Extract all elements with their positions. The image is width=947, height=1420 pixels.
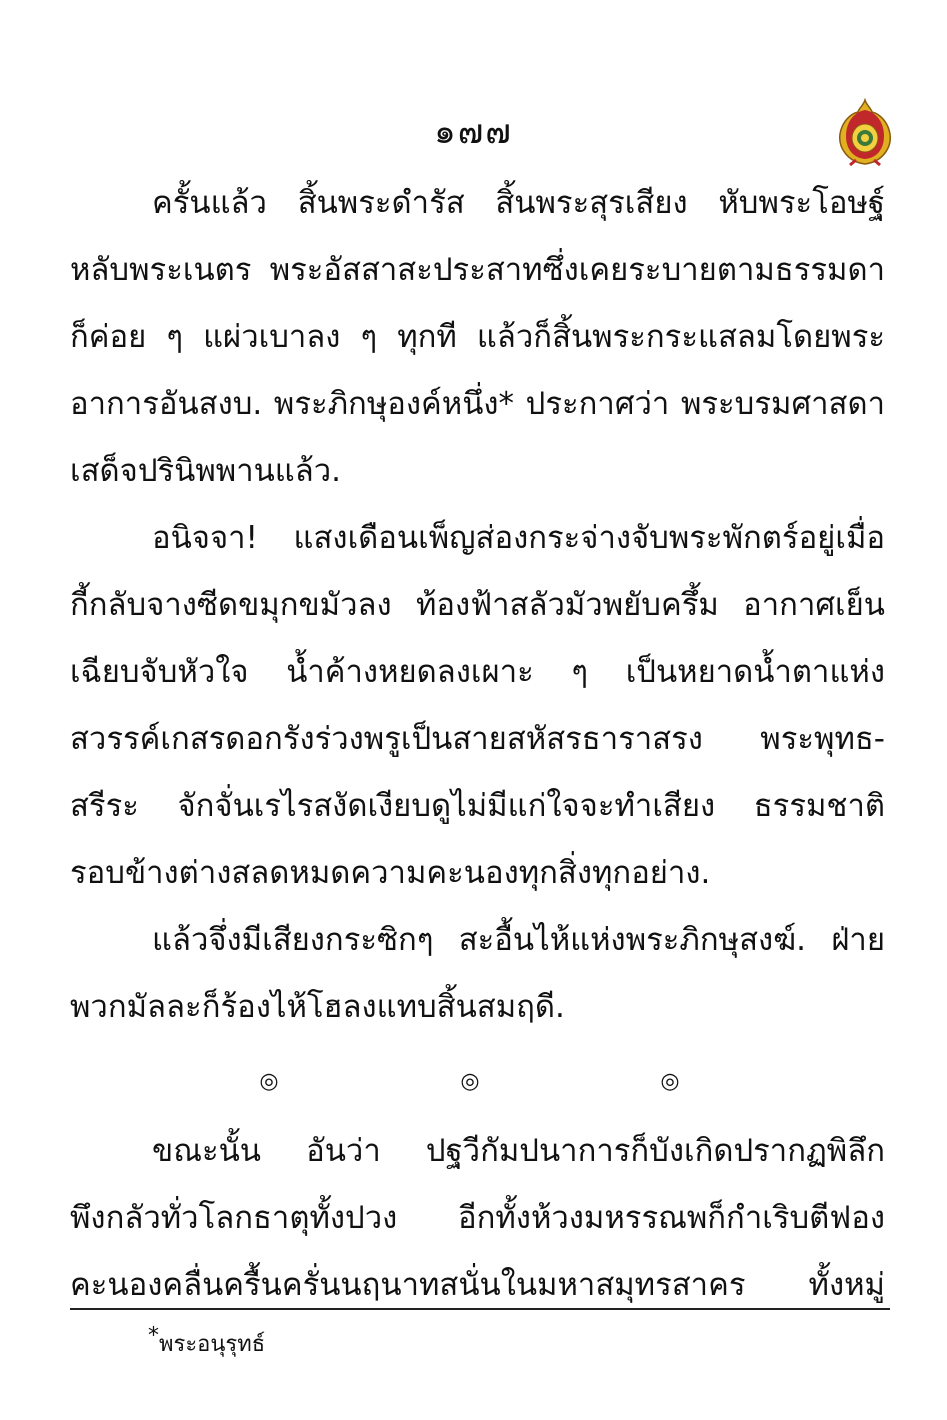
text-line: กี้กลับจางซีดขมุกขมัวลง ท้องฟ้าสลัวมัวพยับครึ้ม อากาศเย็น xyxy=(70,587,885,623)
text-line: เสด็จปรินิพพานแล้ว. xyxy=(70,453,342,489)
text-line: ก็ค่อย ๆ แผ่วเบาลง ๆ ทุกที แล้วก็สิ้นพระกระแสลมโดยพระ xyxy=(70,319,885,355)
text-line: แล้วจึ่งมีเสียงกระซิกๆ สะอื้นไห้แห่งพระภิกษุสงฆ์. ฝ่าย xyxy=(152,922,885,958)
text-line: พวกมัลละก็ร้องไห้โฮลงแทบสิ้นสมฤดี. xyxy=(70,989,565,1025)
footnote-text: พระอนุรุทธ์ xyxy=(159,1332,266,1357)
text-line: เฉียบจับหัวใจ น้ำค้างหยดลงเผาะ ๆ เป็นหยาดน้ำตาแห่ง xyxy=(70,654,885,690)
text-line: ขณะนั้น อันว่า ปฐวีกัมปนาการก็บังเกิดปรากฏพิลึก xyxy=(152,1133,885,1169)
separator-mark: ◎ xyxy=(460,1069,480,1094)
text-line: อาการอันสงบ. พระภิกษุองค์หนึ่ง* ประกาศว่า พระบรมศาสดา xyxy=(70,386,885,422)
footnote-marker: * xyxy=(148,1323,159,1349)
text-line: หลับพระเนตร พระอัสสาสะประสาทซึ่งเคยระบายตามธรรมดา xyxy=(70,252,885,288)
text-line: สวรรค์เกสรดอกรังร่วงพรูเป็นสายสหัสรธาราสรง พระพุทธ- xyxy=(70,721,885,757)
paragraph-3 xyxy=(70,907,885,1041)
text-line: ครั้นแล้ว สิ้นพระดำรัส สิ้นพระสุรเสียง หับพระโอษฐ์ xyxy=(152,185,885,221)
paragraph-4 xyxy=(70,1118,885,1319)
footnote xyxy=(148,1323,266,1362)
section-separator xyxy=(0,1064,947,1100)
text-line: รอบข้างต่างสลดหมดความคะนองทุกสิ่งทุกอย่าง. xyxy=(70,855,711,891)
separator-mark: ◎ xyxy=(660,1069,680,1094)
separator-mark: ◎ xyxy=(259,1069,279,1094)
paragraph-2 xyxy=(70,505,885,907)
main-text-bottom xyxy=(70,1118,885,1319)
text-line: คะนองคลื่นครื้นครั่นนฤนาทสนั่นในมหาสมุทรสาคร ทั้งหมู่ xyxy=(70,1267,885,1303)
main-text-top xyxy=(70,170,885,1041)
royal-crest-icon xyxy=(836,98,894,166)
page-number: ๑๗๗ xyxy=(434,112,513,152)
text-line: พึงกลัวทั่วโลกธาตุทั้งปวง อีกทั้งห้วงมหรรณพก็กำเริบตีฟอง xyxy=(70,1200,885,1236)
footnote-divider xyxy=(70,1308,890,1310)
text-line: อนิจจา! แสงเดือนเพ็ญส่องกระจ่างจับพระพักตร์อยู่เมื่อ xyxy=(152,520,885,556)
text-line: สรีระ จักจั่นเรไรสงัดเงียบดูไม่มีแก่ใจจะทำเสียง ธรรมชาติ xyxy=(70,788,885,824)
paragraph-1 xyxy=(70,170,885,505)
